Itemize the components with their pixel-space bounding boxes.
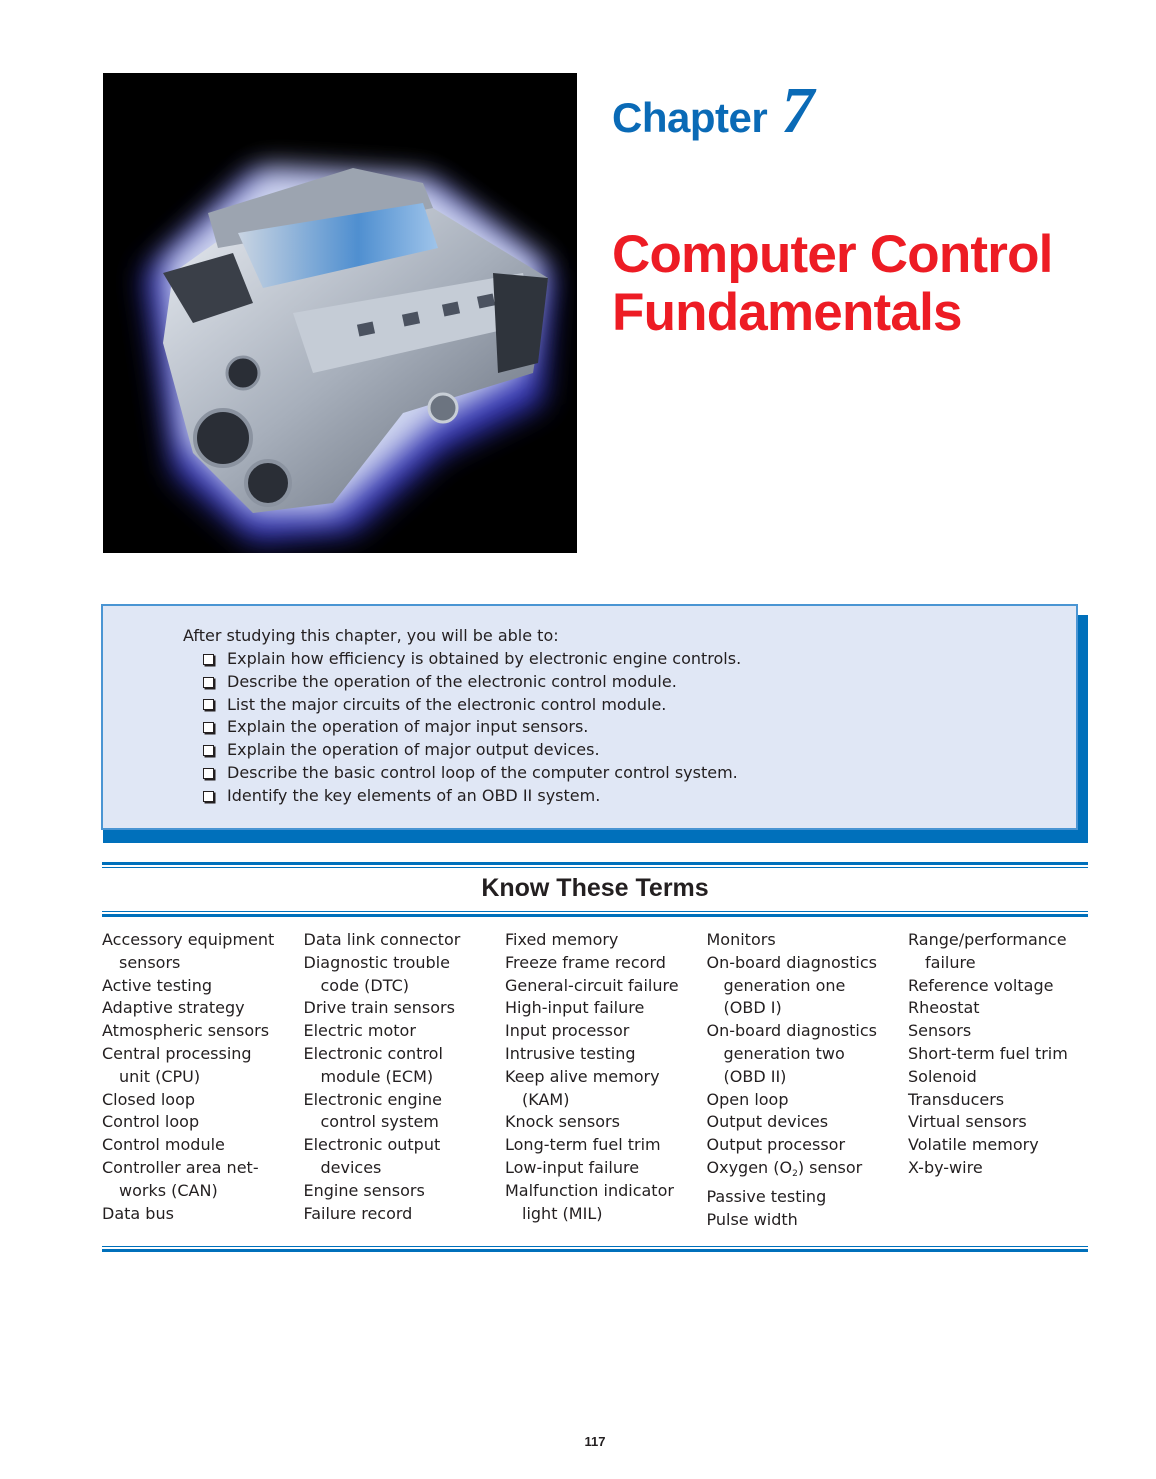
checkbox-icon: [203, 654, 214, 665]
term-item: [102, 1089, 304, 1112]
terms-column-3: [505, 929, 707, 1231]
checkbox-icon: [203, 722, 214, 733]
term-text: Fixed memory: [505, 930, 619, 949]
term-text: Electronic engine: [303, 1089, 443, 1109]
chapter-label: [612, 74, 815, 147]
term-item: [707, 1209, 909, 1232]
term-text: Controller area net-: [102, 1157, 259, 1177]
term-text: Output processor: [706, 1135, 846, 1155]
term-continuation: failure: [925, 952, 976, 972]
term-item: [102, 997, 304, 1020]
objective-item: [203, 694, 741, 717]
term-text: Control loop: [102, 1112, 200, 1132]
terms-heading: Know These Terms: [481, 874, 709, 902]
term-continuation: module (ECM): [320, 1066, 434, 1086]
term-text: Failure record: [303, 1203, 413, 1223]
term-item: [505, 1066, 707, 1112]
engine-illustration: [103, 73, 577, 553]
term-text: Keep alive memory: [505, 1066, 660, 1086]
objective-text: Explain the operation of major input sensors.: [227, 717, 589, 737]
term-item: [304, 1180, 506, 1203]
checkbox-icon: [203, 699, 214, 710]
term-item: [707, 1111, 909, 1134]
term-item: [102, 1203, 304, 1226]
term-item: [908, 1066, 1110, 1089]
term-text: Closed loop: [102, 1089, 196, 1109]
term-item: [304, 1134, 506, 1180]
term-item: [102, 975, 304, 998]
term-item: [505, 997, 707, 1020]
term-text: Freeze frame record: [505, 952, 666, 972]
term-item: [908, 1089, 1110, 1112]
term-text: Control module: [102, 1135, 225, 1155]
term-item: [908, 1020, 1110, 1043]
objective-item: [203, 785, 741, 808]
term-text: Low-input failure: [505, 1157, 640, 1177]
term-item: [505, 1157, 707, 1180]
term-continuation: (OBD II): [723, 1066, 787, 1086]
term-item: [908, 1134, 1110, 1157]
term-text: Central processing: [102, 1043, 252, 1063]
term-text: Active testing: [102, 975, 213, 995]
term-item: [505, 975, 707, 998]
terms-heading-rule: [102, 911, 1088, 917]
term-item: [707, 1134, 909, 1157]
term-continuation: control system: [320, 1112, 439, 1132]
term-text: Malfunction indicator: [505, 1180, 674, 1200]
objectives-list: [203, 648, 741, 808]
term-text: Open loop: [706, 1089, 789, 1109]
term-item: [505, 1180, 707, 1226]
objective-item: [203, 716, 741, 739]
term-item: [908, 997, 1110, 1020]
term-text: Range/performance: [908, 930, 1067, 949]
term-item: [908, 1043, 1110, 1066]
term-text: Electric motor: [303, 1021, 416, 1041]
term-item: [908, 929, 1110, 975]
term-text: Pulse width: [706, 1209, 798, 1229]
term-text: Long-term fuel trim: [505, 1135, 661, 1155]
term-item: [304, 952, 506, 998]
term-text: X-by-wire: [908, 1157, 983, 1177]
term-text: On-board diagnostics: [706, 1021, 877, 1041]
objective-item: [203, 762, 741, 785]
checkbox-icon: [203, 745, 214, 756]
term-item: [707, 952, 909, 1020]
term-text: Volatile memory: [908, 1135, 1039, 1155]
term-item: [908, 1157, 1110, 1180]
term-item: [304, 1043, 506, 1089]
objective-item: [203, 671, 741, 694]
term-continuation: light (MIL): [522, 1203, 603, 1223]
checkbox-icon: [203, 677, 214, 688]
term-continuation: works (CAN): [119, 1180, 218, 1200]
term-text: General-circuit failure: [505, 975, 679, 995]
term-text: Virtual sensors: [908, 1112, 1027, 1132]
term-text: Rheostat: [908, 998, 980, 1018]
terms-top-rule: [102, 862, 1088, 868]
terms-column-4: [707, 929, 909, 1231]
term-item: [304, 997, 506, 1020]
checkbox-icon: [203, 791, 214, 802]
term-text: High-input failure: [505, 998, 645, 1018]
objective-item: [203, 739, 741, 762]
term-text: Reference voltage: [908, 975, 1054, 995]
term-item: [707, 929, 909, 952]
terms-bottom-rule: [102, 1246, 1088, 1252]
term-text: Electronic control: [303, 1043, 443, 1063]
chapter-title-line-2: Fundamentals: [612, 283, 962, 342]
term-item: [102, 929, 304, 975]
checkbox-icon: [203, 768, 214, 779]
term-continuation: (OBD I): [723, 998, 782, 1018]
terms-column-2: [304, 929, 506, 1231]
objective-text: Describe the operation of the electronic control module.: [227, 671, 677, 691]
term-text: Output devices: [706, 1112, 829, 1132]
terms-column-1: [102, 929, 304, 1231]
term-item: [505, 1043, 707, 1066]
term-text: Monitors: [706, 930, 776, 949]
term-text: Electronic output: [303, 1135, 441, 1155]
term-text: Transducers: [908, 1089, 1005, 1109]
term-item: [304, 1020, 506, 1043]
term-continuation: devices: [320, 1157, 382, 1177]
objective-text: List the major circuits of the electronic control module.: [227, 694, 667, 714]
chapter-title-line-1: Computer Control: [612, 225, 1053, 284]
term-text: Short-term fuel trim: [908, 1043, 1068, 1063]
term-text: Diagnostic trouble: [303, 952, 450, 972]
term-item: [505, 929, 707, 952]
term-text: Drive train sensors: [303, 998, 455, 1018]
term-text: Data link connector: [303, 930, 461, 949]
term-item: [505, 952, 707, 975]
term-text: Solenoid: [908, 1066, 977, 1086]
term-item: [102, 1111, 304, 1134]
term-text: Data bus: [102, 1203, 174, 1223]
term-continuation: unit (CPU): [119, 1066, 201, 1086]
term-text: Atmospheric sensors: [102, 1021, 270, 1041]
term-text: On-board diagnostics: [706, 952, 877, 972]
term-continuation: code (DTC): [320, 975, 409, 995]
term-text: Intrusive testing: [505, 1043, 636, 1063]
engine-photo: [103, 73, 577, 553]
term-item: [304, 929, 506, 952]
chapter-title: [612, 226, 1132, 342]
term-item: [707, 1186, 909, 1209]
objective-text: Explain the operation of major output devices.: [227, 740, 600, 760]
term-item: [505, 1020, 707, 1043]
term-item: [102, 1043, 304, 1089]
term-text: Sensors: [908, 1021, 972, 1041]
page-number: 117: [584, 1434, 606, 1449]
term-item: [102, 1157, 304, 1203]
term-continuation: (KAM): [522, 1089, 570, 1109]
term-item: [707, 1089, 909, 1112]
term-continuation: generation two: [723, 1043, 845, 1063]
chapter-number: 7: [781, 74, 815, 147]
term-item: [707, 1020, 909, 1088]
term-text: Passive testing: [706, 1186, 827, 1206]
terms-column-5: [908, 929, 1110, 1231]
term-item: [304, 1203, 506, 1226]
term-text: Input processor: [505, 1021, 630, 1041]
objectives-intro: After studying this chapter, you will be able to:: [183, 626, 559, 645]
objective-text: Explain how efficiency is obtained by electronic engine controls.: [227, 649, 742, 668]
chapter-word: Chapter: [612, 94, 768, 141]
term-item: [505, 1134, 707, 1157]
terms-grid: [102, 929, 1110, 1231]
term-text: Accessory equipment: [102, 930, 275, 949]
term-item: Oxygen $(O_2)$ sensor: [706, 1157, 863, 1179]
objective-text: Describe the basic control loop of the computer control system.: [227, 762, 738, 782]
term-item: [908, 1111, 1110, 1134]
objective-item: [203, 648, 741, 671]
term-item: [102, 1020, 304, 1043]
term-continuation: generation one: [723, 975, 846, 995]
term-item: [304, 1089, 506, 1135]
term-item: [102, 1134, 304, 1157]
term-item: [908, 975, 1110, 998]
objective-text: Identify the key elements of an OBD II system.: [227, 785, 601, 805]
term-text: Knock sensors: [505, 1112, 620, 1132]
term-text: Engine sensors: [303, 1180, 425, 1200]
term-item: [505, 1111, 707, 1134]
term-continuation: sensors: [119, 952, 181, 972]
term-text: Adaptive strategy: [102, 998, 245, 1018]
